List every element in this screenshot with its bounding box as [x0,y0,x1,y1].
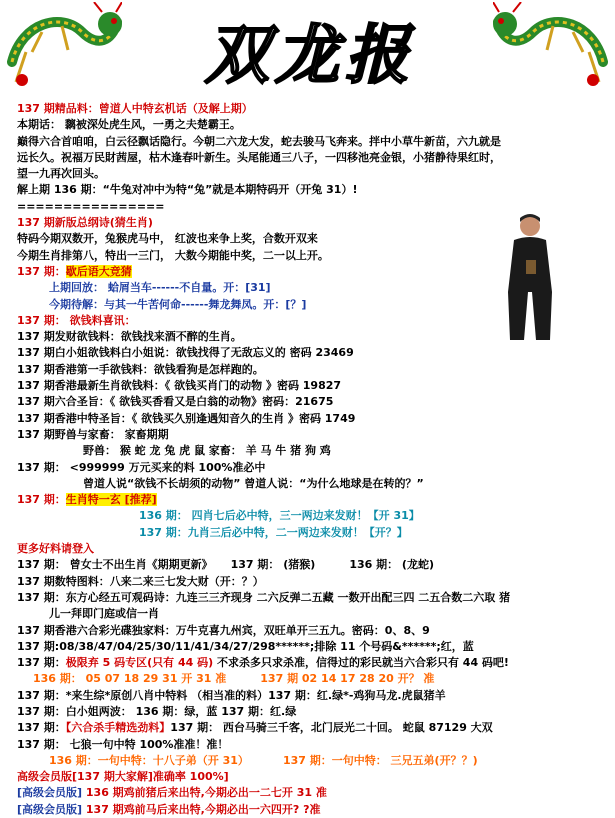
section-label: 137 期： [17,721,66,735]
text-line: 137 期：白小姐两波： 136 期：绿，蓝 137 期：红.绿 [17,704,297,718]
text-line: 远长久。祝福万民財茜屋，枯木逢春叶新生。头尾能通三八子，一四移池亮金银，小猪静待果红时， [17,150,501,164]
text-line: 上期回放： 蛤屑当车------不自量。开：[31] [49,281,271,295]
dragon-right-image [493,2,613,94]
text-line: 137 期： 七狼一句中特 100%准准！准！ [17,737,229,751]
text-line: 137 期:08/38/47/04/25/30/11/41/34/27/298******;排除 11 个号码&******;红，蓝 [17,639,474,653]
text-line: 儿一拜即门庭或信一肖 [49,607,159,621]
text-line: 今期生肖排第八，特出一三门， 大数今期能中奖，二一以上开。 [17,248,329,262]
text-segment: 136 期： 05 07 18 29 31 开 31 准 [33,672,227,686]
text-line: 巅得六合首咱咱，白云径飘话隐行。今朝二六龙大发，蛇去骏马飞奔来。拌中小草牛新苗，六九就是 [17,134,501,148]
text-line: 137 期香港中特圣旨：《 欲钱买久别逢遇知音久的生肖 》密码 1749 [17,411,356,425]
text-line: 曾道人说“欲钱不长胡须的动物” 曾道人说：“为什么地球是在转的？” [83,476,424,490]
section-title: 【六合杀手精选劲料】 [65,721,171,735]
text-line: 今期待解：与其一牛苦何命------舞龙舞凤。开：[？] [49,297,307,311]
masthead-title: 双龙报 [205,18,415,93]
text-segment: 137 期 02 14 17 28 20 开？ 准 [260,672,435,686]
text-line: 望一九再次回头。 [17,167,105,181]
section-label: 137 期： [17,264,66,278]
text-line: 137 期六合圣旨：《 欲钱买香看又是白翁的动物》密码：21675 [17,395,334,409]
text-line: 137 期白小姐欲钱料白小姐说：欲钱找得了无敌忘义的 密码 23469 [17,346,354,360]
text-line: 137 期数特图料：八来二来三七发大财（开：？） [17,574,264,588]
member-tag[interactable]: [高级会员版] [17,786,83,800]
text-line: 解上期 136 期：“牛兔对冲中为特“兔”就是本期特码开（开兔 31）! [17,183,358,197]
section-heading: 137 期新版总纲诗(猜生肖) [17,216,153,230]
section-title: 极限弃 5 码专区(只有 44 码) [65,656,214,670]
text-line: 137 期香港第一手欲钱料：欲钱看狗是怎样跑的。 [17,362,264,376]
text-segment: 137 期： (猪猴) [230,558,316,572]
text-line: 137 期发财欲钱料：欲钱找来酒不醉的生肖。 [17,330,242,344]
text-segment: 136 期：一句中特：十八子弟（开 31） [49,753,249,767]
text-segment: 137 期： 西台马骑三千客，北门辰光二十回。 蛇鼠 87129 大双 [170,721,493,735]
text-segment: 不求杀多只求杀准，信得过的彩民就当六合彩只有 44 码吧! [213,656,509,670]
text-line: 137 期香港最新生肖欲钱料：《 欲钱买肖门的动物 》密码 19827 [17,379,342,393]
text-segment: 137 期鸡前马后来出特,今期必出一六四开? ?准 [82,802,321,816]
more-link[interactable]: 更多好料请登入 [17,542,94,556]
text-line: 137 期：九肖三后必中特，二一两边来发财！【开？】 [139,525,408,539]
member-line[interactable]: 高级会员版[137 期大家解]准确率 100%] [17,770,229,784]
text-line: 136 期： 四肖七后必中特，三一两边来发财！【开 31】 [139,509,420,523]
text-line: 137 期： <999999 万元买来的料 100%准必中 [17,460,266,474]
section-title: 歇后语大竞猜 [65,264,132,278]
section-label: 137 期精品料： [17,102,99,115]
section-label: 137 期： [17,656,66,670]
section-title: 生肖特一玄 [推荐] [65,493,157,507]
dragon-left-image [2,2,122,94]
member-tag[interactable]: [高级会员版] [17,802,83,816]
text-segment: 137 期： 曾女士不出生肖《期期更新》 [17,558,213,572]
text-line: 137 期：东方心经五可观码诗：九连三三齐现身 二六反弹二五藏 一数开出配三四 二五合数二六取 猪 [17,590,511,604]
divider-text: ================ [17,199,165,213]
masthead [160,14,460,98]
line-1 [17,101,597,117]
text-line: 137 期香港六合彩光碟独家料：万牛克喜九州宾，双旺单开三五九。密码：0、8、9 [17,623,430,637]
text-segment: 136 期鸡前猪后来出特,今期必出一二七开 31 准 [82,786,327,800]
text-line: 野兽： 猴 蛇 龙 兔 虎 鼠 家畜： 羊 马 牛 猪 狗 鸡 [83,444,331,458]
text-segment: 136 期： (龙蛇) [349,558,434,572]
text-line: 137 期：*来生综*原创八肖中特料 （相当准的料）137 期：红.绿*-鸡狗马龙.虎鼠猪羊 [17,688,446,702]
text-line: 特码今期双数开，兔猴虎马中， 红波也来争上奖，合数开双来 [17,232,318,246]
section-heading: 137 期： 欲钱料喜讯： [17,313,136,327]
article-body [17,101,597,818]
text-line: 137 期野兽与家畜： 家畜期期 [17,427,169,441]
text-line: 本期话： 黐被深处虎生风，一勇之夫楚霸王。 [17,118,241,132]
text-segment: 137 期：一句中特： 三兄五弟(开？？) [282,753,478,767]
section-label: 137 期： [17,493,66,507]
section-title: 曾道人中特玄机话（及解上期） [98,102,253,115]
